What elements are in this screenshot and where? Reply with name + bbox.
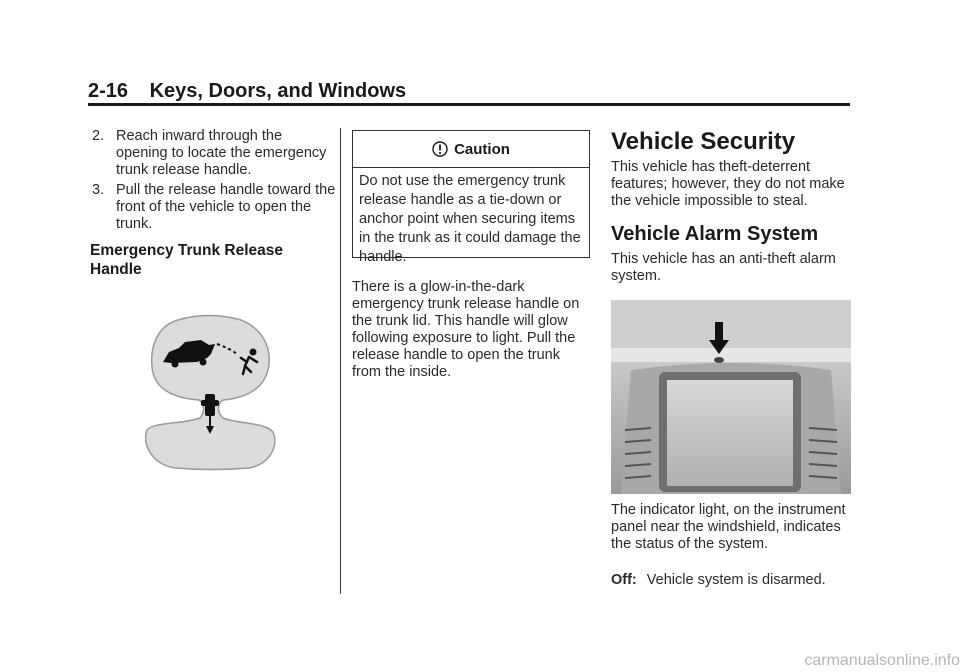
off-description: Vehicle system is disarmed. xyxy=(646,572,826,588)
trunk-release-handle-illustration xyxy=(145,312,277,472)
step-text: Reach inward through the opening to locate the emergency trunk release handle. xyxy=(116,128,327,178)
caution-title: Caution xyxy=(454,140,510,158)
indicator-light-text: The indicator light, on the instrument panel near the windshield, indicates the status of the system. xyxy=(611,502,846,552)
step-3 xyxy=(92,182,336,233)
glow-handle-paragraph: There is a glow-in-the-dark emergency trunk release handle on the trunk lid. This handle will glow following exposure to light. Pull the release handle to open the trunk from the inside. xyxy=(352,279,580,380)
caution-box xyxy=(352,130,590,265)
watermark: carmanualsonline.info xyxy=(804,652,960,669)
step-number: 2. xyxy=(92,128,105,144)
instrument-panel-photo xyxy=(611,300,851,494)
step-number: 3. xyxy=(92,182,105,198)
caution-header xyxy=(353,131,589,168)
column-divider xyxy=(340,128,341,594)
off-label: Off: xyxy=(611,572,637,588)
off-status-row xyxy=(611,572,861,589)
vehicle-security-intro: This vehicle has theft-deterrent features; however, they do not make the vehicle impossible to steal. xyxy=(611,159,845,209)
vehicle-alarm-text: This vehicle has an anti-theft alarm system. xyxy=(611,251,836,284)
caution-icon xyxy=(432,141,448,157)
step-text: Pull the release handle toward the front of the vehicle to open the trunk. xyxy=(116,182,336,232)
page-number: 2-16 xyxy=(88,80,129,102)
vehicle-security-title: Vehicle Security xyxy=(611,128,796,155)
caution-text: Do not use the emergency trunk release handle as a tie-down or anchor point when securing items in the trunk as it could damage the handle. xyxy=(359,173,581,265)
header-rule xyxy=(88,103,850,106)
step-2 xyxy=(92,128,336,179)
emergency-handle-subheading: Emergency Trunk Release Handle xyxy=(90,242,283,278)
section-title: Keys, Doors, and Windows xyxy=(149,80,407,102)
page-header xyxy=(88,80,406,103)
vehicle-alarm-heading: Vehicle Alarm System xyxy=(611,223,819,245)
